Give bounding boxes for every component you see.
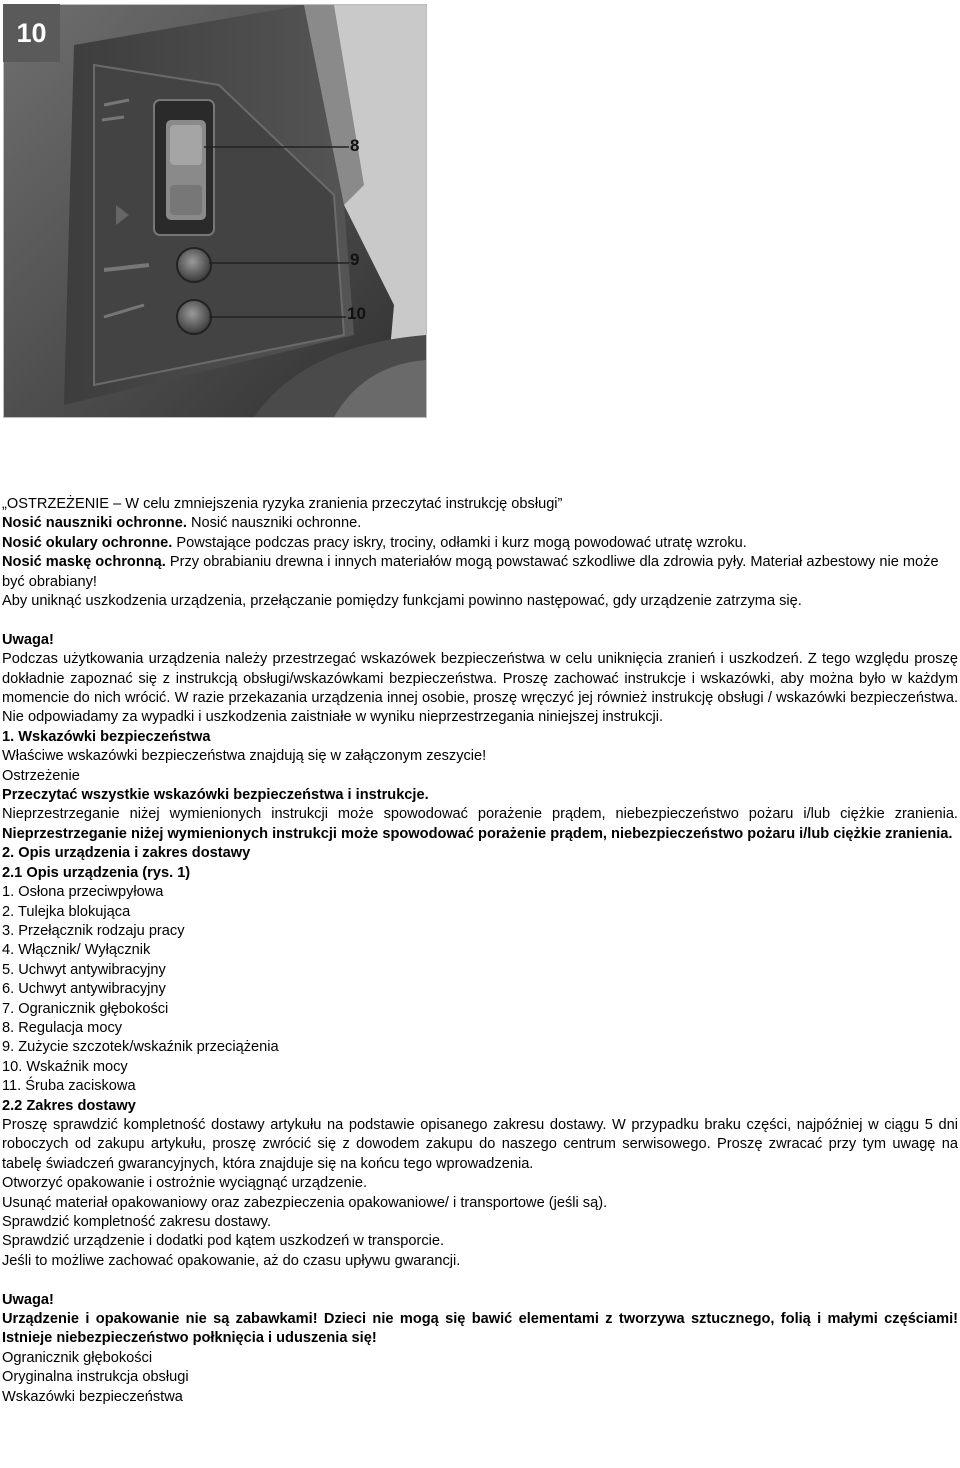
mask-line bbox=[2, 553, 958, 592]
ear-protection-line bbox=[2, 514, 958, 533]
section-1-line-2: Ostrzeżenie bbox=[2, 767, 80, 784]
callout-8: 8 bbox=[350, 136, 360, 155]
section-1-paragraph bbox=[2, 805, 958, 844]
mask-bold: Nosić maskę ochronną. bbox=[2, 554, 166, 571]
parts-list-item: 4. Włącznik/ Wyłącznik bbox=[2, 942, 151, 959]
ear-protection-rest: Nosić nauszniki ochronne. bbox=[186, 515, 362, 532]
goggles-rest: Powstające podczas pracy iskry, trociny, odłamki i kurz mogą powodować utratę wzroku. bbox=[172, 534, 747, 551]
tail-line: Wskazówki bezpieczeństwa bbox=[2, 1388, 183, 1405]
parts-list-item: 7. Ogranicznik głębokości bbox=[2, 1000, 169, 1017]
mask-rest: Przy obrabianiu drewna i innych materiałów mogą powstawać szkodliwe dla zdrowia pyły. Materiał azbestowy nie może być obrabiany! bbox=[2, 554, 939, 590]
parts-list-item: 6. Uchwyt antywibracyjny bbox=[2, 981, 166, 998]
callout-10: 10 bbox=[347, 304, 366, 323]
unpack-step: Sprawdzić urządzenie i dodatki pod kątem uszkodzeń w transporcie. bbox=[2, 1233, 445, 1250]
callout-9: 9 bbox=[350, 250, 360, 269]
goggles-bold: Nosić okulary ochronne. bbox=[2, 534, 173, 551]
uwaga-title-1: Uwaga! bbox=[2, 631, 54, 648]
parts-list-item: 9. Zużycie szczotek/wskaźnik przeciążenia bbox=[2, 1039, 279, 1056]
section-2-2-title: 2.2 Zakres dostawy bbox=[2, 1097, 136, 1114]
parts-list-item: 2. Tulejka blokująca bbox=[2, 903, 131, 920]
parts-list-item: 8. Regulacja mocy bbox=[2, 1019, 123, 1036]
goggles-line bbox=[2, 534, 958, 553]
warning-header: „OSTRZEŻENIE – W celu zmniejszenia ryzyka zranienia przeczytać instrukcję obsługi” bbox=[2, 496, 563, 512]
section-1-line-3: Przeczytać wszystkie wskazówki bezpieczeństwa i instrukcje. bbox=[2, 787, 429, 804]
parts-list-item: 1. Osłona przeciwpyłowa bbox=[2, 884, 164, 901]
tail-line: Oryginalna instrukcja obsługi bbox=[2, 1369, 189, 1386]
parts-list-item: 10. Wskaźnik mocy bbox=[2, 1058, 128, 1075]
uwaga-paragraph-2: Urządzenie i opakowanie nie są zabawkami! Dzieci nie mogą się bawić elementami z tworzywa sztucznego, folią i małymi częściami! Istnieje niebezpieczeństwo połknięcia i uduszenia się! bbox=[2, 1311, 958, 1347]
section-2-title: 2. Opis urządzenia i zakres dostawy bbox=[2, 845, 251, 862]
parts-list-item: 11. Śruba zaciskowa bbox=[2, 1078, 136, 1095]
switch-warning: Aby uniknąć uszkodzenia urządzenia, przełączanie pomiędzy funkcjami powinno następować, gdy urządzenie zatrzyma się. bbox=[2, 593, 802, 610]
unpack-step: Sprawdzić kompletność zakresu dostawy. bbox=[2, 1214, 272, 1231]
section-1-title: 1. Wskazówki bezpieczeństwa bbox=[2, 728, 211, 745]
delivery-paragraph: Proszę sprawdzić kompletność dostawy artykułu na podstawie opisanego zakresu dostawy. W przypadku braku części, najpóźniej w ciągu 5 dni roboczych od zakupu artykułu, proszę zwrócić się z dowodem zakupu do naszego centrum serwisowego. Proszę zwracać przy tym uwagę na tabelę świadczeń gwarancyjnych, która znajduje się na końcu tego wprowadzenia. bbox=[2, 1116, 958, 1172]
figure-number-badge: 10 bbox=[3, 4, 60, 62]
section-2-1-title: 2.1 Opis urządzenia (rys. 1) bbox=[2, 864, 191, 881]
tail-line: Ogranicznik głębokości bbox=[2, 1349, 153, 1366]
unpack-step: Usunąć materiał opakowaniowy oraz zabezpieczenia opakowaniowe/ i transportowe (jeśli są). bbox=[2, 1194, 608, 1211]
document-text bbox=[2, 495, 958, 1407]
ear-protection-bold: Nosić nauszniki ochronne. bbox=[2, 515, 187, 532]
section-1-para-bold: Nieprzestrzeganie niżej wymienionych instrukcji może spowodować porażenie prądem, niebezpieczeństwo pożaru i/lub ciężkie zranienia. bbox=[2, 825, 953, 842]
parts-list-item: 3. Przełącznik rodzaju pracy bbox=[2, 922, 185, 939]
uwaga-title-2: Uwaga! bbox=[2, 1291, 54, 1308]
section-1-para-rest: Nieprzestrzeganie niżej wymienionych instrukcji może spowodować porażenie prądem, niebezpieczeństwo pożaru i/lub ciężkie zranienia. bbox=[2, 806, 958, 823]
section-1-line-1: Właściwe wskazówki bezpieczeństwa znajdują się w załączonym zeszycie! bbox=[2, 748, 487, 765]
unpack-step: Otworzyć opakowanie i ostrożnie wyciągnąć urządzenie. bbox=[2, 1175, 368, 1192]
switch-panel-photo bbox=[4, 5, 426, 417]
product-photo-figure bbox=[3, 4, 427, 418]
parts-list-item: 5. Uchwyt antywibracyjny bbox=[2, 961, 166, 978]
uwaga-paragraph-1: Podczas użytkowania urządzenia należy przestrzegać wskazówek bezpieczeństwa w celu uniknięcia zranień i uszkodzeń. Z tego względu proszę dokładnie zapoznać się z instrukcją obsługi/wskazówkami bezpieczeństwa. Proszę zachować instrukcje i wskazówki, aby można było w każdym momencie do nich wrócić. W razie przekazania urządzenia innej osobie, proszę wręczyć jej również instrukcję obsługi / wskazówki bezpieczeństwa. Nie odpowiadamy za wypadki i uszkodzenia zaistniałe w wyniku nieprzestrzegania niniejszej instrukcji. bbox=[2, 651, 958, 726]
unpack-step: Jeśli to możliwe zachować opakowanie, aż do czasu upływu gwarancji. bbox=[2, 1252, 461, 1269]
